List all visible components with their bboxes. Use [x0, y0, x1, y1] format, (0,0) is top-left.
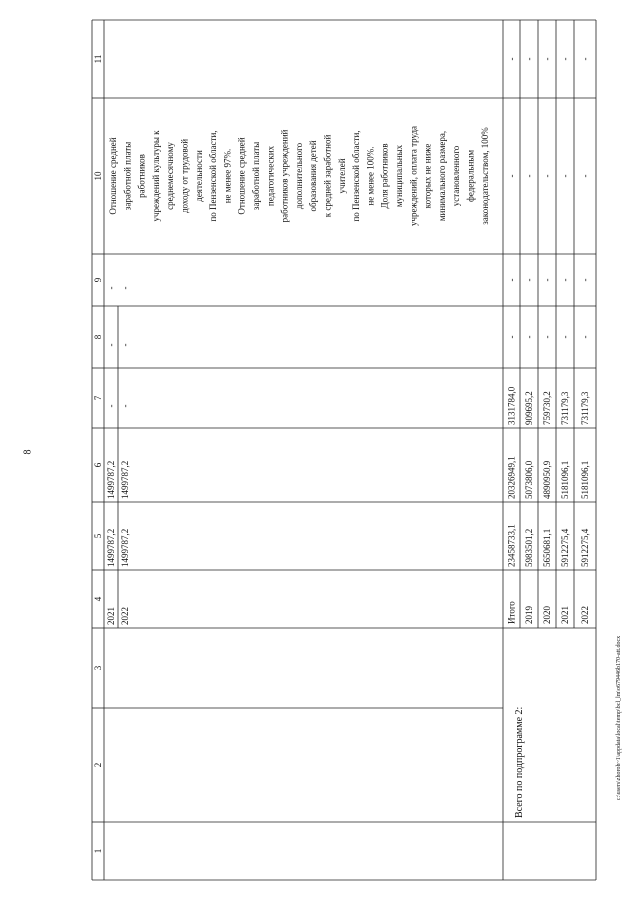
subtotal-cell-col6: 5181096,1	[560, 460, 570, 499]
subtotal-cell-col11: -	[506, 57, 517, 61]
subtotal-cell-col10: -	[560, 174, 570, 178]
subtotal-cell-col9: -	[560, 278, 570, 282]
col10-description-line: Отношение средней	[108, 137, 118, 215]
column-header-5: 5	[93, 533, 103, 539]
top-cell-col7: -	[120, 404, 130, 408]
subtotal-cell-col8: -	[506, 335, 517, 339]
subtotal-cell-col10: -	[580, 174, 590, 178]
col10-description-line: учителей	[336, 158, 347, 194]
subtotal-cell-col9: -	[524, 278, 534, 282]
col10-description-line: не менее 97%.	[222, 148, 233, 204]
top-cell-col6: 1499787,2	[106, 460, 116, 499]
top-cell-col6: 1499787,2	[120, 460, 130, 499]
subtotal-cell-col7: 759730,2	[542, 391, 552, 425]
subtotal-cell-col4: 2020	[542, 606, 552, 624]
subtotal-cell-col6: 4890950,9	[542, 460, 552, 499]
top-cell-col4: 2022	[120, 607, 130, 625]
col10-description-line: которых не ниже	[422, 143, 433, 209]
col10-description-line: Отношение средней	[236, 137, 247, 215]
column-header-4: 4	[93, 596, 103, 602]
subtotal-cell-col9: -	[542, 278, 552, 282]
subtotal-cell-col6: 5181096,1	[580, 460, 590, 499]
subtotal-cell-col4: 2022	[580, 606, 590, 624]
col10-description-line: по Пензенской области,	[351, 130, 362, 222]
subtotal-cell-col9: -	[580, 278, 590, 282]
col10-description-line: дополнительного	[293, 142, 304, 210]
subtotal-cell-col11: -	[580, 57, 590, 61]
top-cell-col5: 1499787,2	[120, 528, 130, 567]
subtotal-cell-col11: -	[542, 57, 552, 61]
subtotal-cell-col8: -	[524, 335, 534, 339]
col10-description-line: образования детей	[308, 140, 319, 212]
col10-description-line: минимального размера,	[436, 130, 447, 222]
column-header-8: 8	[93, 334, 103, 340]
column-header-1: 1	[93, 848, 103, 854]
subtotal-cell-col5: 5983501,2	[524, 528, 534, 567]
subtotal-label: Всего по подпрограмме 2:	[514, 706, 525, 818]
subtotal-cell-col8: -	[560, 335, 570, 339]
column-header-3: 3	[93, 665, 103, 671]
subtotal-cell-col5: 5912275,4	[560, 528, 570, 567]
col10-description-line: федеральным	[465, 149, 476, 203]
col10-description-line: учреждений, оплата труда	[408, 125, 419, 227]
subtotal-cell-col6: 20326949,1	[506, 456, 517, 499]
col10-description-line: к средней заработной	[322, 134, 333, 218]
column-header-10: 10	[93, 171, 103, 181]
top-cell-col5: 1499787,2	[106, 528, 116, 567]
col10-description-line: по Пензенской области,	[208, 130, 219, 222]
column-header-6: 6	[93, 462, 103, 468]
subtotal-cell-col5: 23458733,1	[506, 524, 517, 567]
subtotal-cell-col7: 3131784,0	[506, 386, 517, 425]
subtotal-cell-col8: -	[542, 335, 552, 339]
col10-description-line: заработной платы	[122, 141, 133, 211]
subtotal-cell-col5: 5650681,1	[542, 528, 552, 567]
column-header-11: 11	[93, 54, 103, 64]
subtotal-cell-col4: 2021	[560, 606, 570, 624]
col10-description-line: муниципальных	[394, 144, 404, 208]
col10-description-line: не менее 100%.	[365, 146, 376, 206]
subtotal-cell-col5: 5912275,4	[580, 528, 590, 567]
subtotal-cell-col10: -	[506, 174, 517, 178]
subtotal-cell-col11: -	[560, 57, 570, 61]
col10-description-line: доходу от трудовой	[179, 138, 190, 214]
col10-description-line: установленного	[451, 145, 462, 207]
subtotal-cell-col7: 731179,3	[560, 391, 570, 425]
top-cell-col9: -	[106, 286, 116, 290]
col10-description-line: работников учреждений	[279, 129, 290, 223]
subtotal-cell-col11: -	[524, 57, 534, 61]
col10-description-line: законодательством, 100%	[479, 127, 490, 225]
top-cell-col7: -	[106, 404, 116, 408]
col10-description-line: деятельности	[193, 150, 204, 202]
column-header-7: 7	[93, 395, 103, 401]
subtotal-cell-col4: Итого	[506, 601, 517, 624]
top-cell-col8: -	[106, 343, 116, 347]
column-header-9: 9	[93, 277, 103, 283]
subtotal-cell-col10: -	[524, 174, 534, 178]
col10-description-line: педагогических	[265, 145, 276, 207]
subtotal-cell-col7: 731179,3	[580, 391, 590, 425]
subtotal-cell-col9: -	[506, 278, 517, 282]
subtotal-cell-col4: 2019	[524, 606, 534, 624]
col10-description-line: учреждений культуры к	[150, 130, 161, 222]
subtotal-cell-col6: 5073806,0	[524, 460, 534, 499]
page-number: 8	[22, 449, 34, 455]
subtotal-cell-col8: -	[580, 335, 590, 339]
file-path-footer: c:\users\zhoroh~1\appdata\local\temp\bcl_lm\o679446b170-att.docx	[616, 635, 622, 801]
col10-description-line: среднемесячному	[165, 142, 176, 210]
subtotal-cell-col7: 909695,2	[524, 391, 534, 425]
col10-description-line: работников	[136, 154, 147, 198]
subtotal-cell-col10: -	[542, 174, 552, 178]
column-header-2: 2	[93, 762, 103, 768]
col10-description-line: заработной платы	[251, 141, 261, 211]
top-cell-col9: -	[120, 286, 130, 290]
top-cell-col8: -	[120, 343, 130, 347]
table-cells	[93, 55, 590, 854]
top-cell-col4: 2021	[106, 607, 116, 625]
col10-description-line: Доля работников	[379, 143, 390, 209]
